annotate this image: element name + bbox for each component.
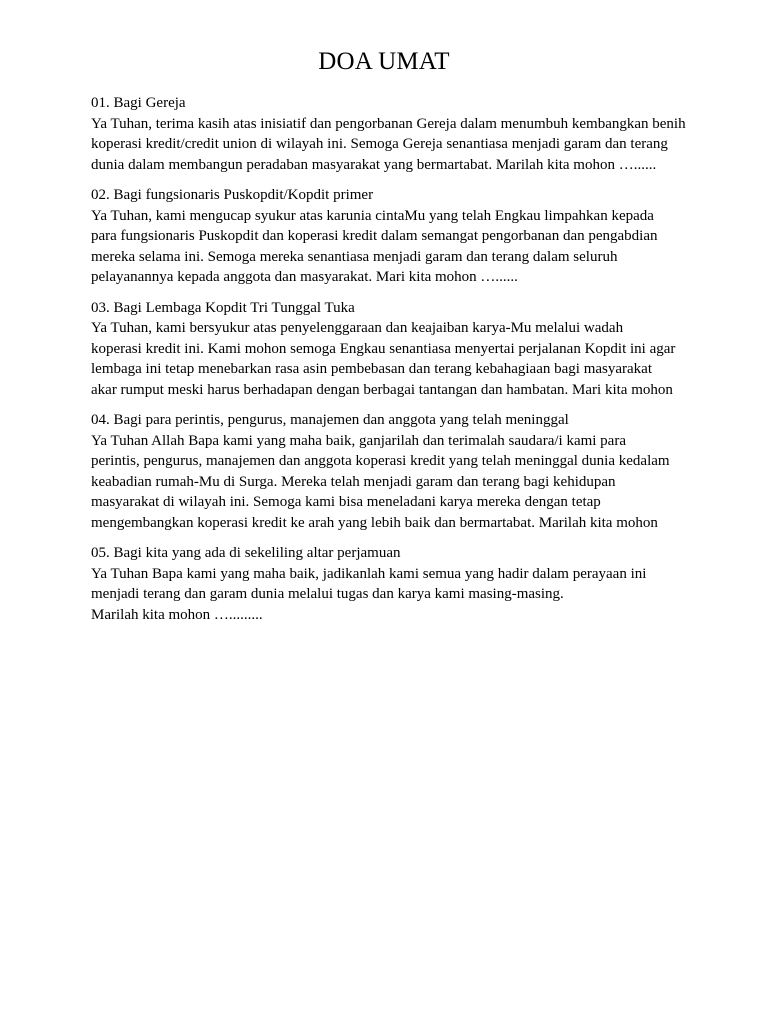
prayer-section-5 (91, 543, 701, 625)
section-heading: 01. Bagi Gereja (91, 95, 186, 111)
prayer-section-3 (91, 298, 701, 401)
section-heading: 03. Bagi Lembaga Kopdit Tri Tunggal Tuka (91, 299, 355, 316)
section-heading: 02. Bagi fungsionaris Puskopdit/Kopdit primer (91, 187, 374, 203)
text-line: Ya Tuhan Allah Bapa kami yang maha baik, ganjarilah dan terimalah saudara/i kami para (91, 432, 626, 449)
text-line: keabadian rumah-Mu di Surga. Mereka telah menjadi garam dan terang bagi kehidupan (91, 473, 616, 490)
prayer-section-1 (91, 93, 701, 175)
text-line: Ya Tuhan, terima kasih atas inisiatif dan pengorbanan Gereja dalam menumbuh kembangkan benih (91, 115, 686, 132)
text-line: mengembangkan koperasi kredit ke arah yang lebih baik dan bermartabat. Marilah kita mohon (91, 514, 658, 531)
text-line: masyarakat di wilayah ini. Semoga kami bisa meneladani karya mereka dengan tetap (91, 494, 601, 510)
document-title: DOA UMAT (318, 48, 450, 75)
text-line: menjadi terang dan garam dunia melalui tugas dan karya kami masing-masing. (91, 586, 564, 602)
text-line: dunia dalam membangun peradaban masyarakat yang bermartabat. Marilah kita mohon …...... (91, 156, 657, 173)
text-line: Ya Tuhan, kami bersyukur atas penyelenggaraan dan keajaiban karya-Mu melalui wadah (91, 320, 624, 336)
text-line: para fungsionaris Puskopdit dan koperasi kredit dalam semangat pengorbanan dan pengabdian (91, 228, 658, 244)
section-heading: 04. Bagi para perintis, pengurus, manajemen dan anggota yang telah meninggal (91, 412, 569, 428)
text-line: lembaga ini tetap menebarkan rasa asin pembebasan dan terang kebahagiaan bagi masyarakat (91, 361, 652, 377)
prayer-section-4 (91, 410, 701, 533)
text-line: perintis, pengurus, manajemen dan anggota koperasi kredit yang telah meninggal dunia kedalam (91, 453, 670, 469)
text-line: Ya Tuhan, kami mengucap syukur atas karunia cintaMu yang telah Engkau limpahkan kepada (91, 207, 654, 224)
text-line: akar rumput meski harus berhadapan dengan berbagai tantangan dan hambatan. Mari kita mohon (91, 381, 673, 398)
text-line: mereka selama ini. Semoga mereka senantiasa menjadi garam dan terang dalam seluruh (91, 248, 618, 265)
text-line: koperasi kredit ini. Kami mohon semoga Engkau senantiasa menyertai perjalanan Kopdit ini agar (91, 340, 676, 357)
text-line: pelayanannya kepada anggota dan masyarakat. Mari kita mohon …...... (91, 269, 518, 285)
document-body (91, 93, 701, 635)
prayer-section-2 (91, 185, 701, 288)
text-line: Ya Tuhan Bapa kami yang maha baik, jadikanlah kami semua yang hadir dalam perayaan ini (91, 565, 647, 582)
text-line: koperasi kredit/credit union di wilayah ini. Semoga Gereja senantiasa menjadi garam dan terang (91, 136, 668, 152)
text-line: Marilah kita mohon …......... (91, 606, 263, 623)
section-heading: 05. Bagi kita yang ada di sekeliling altar perjamuan (91, 545, 401, 561)
